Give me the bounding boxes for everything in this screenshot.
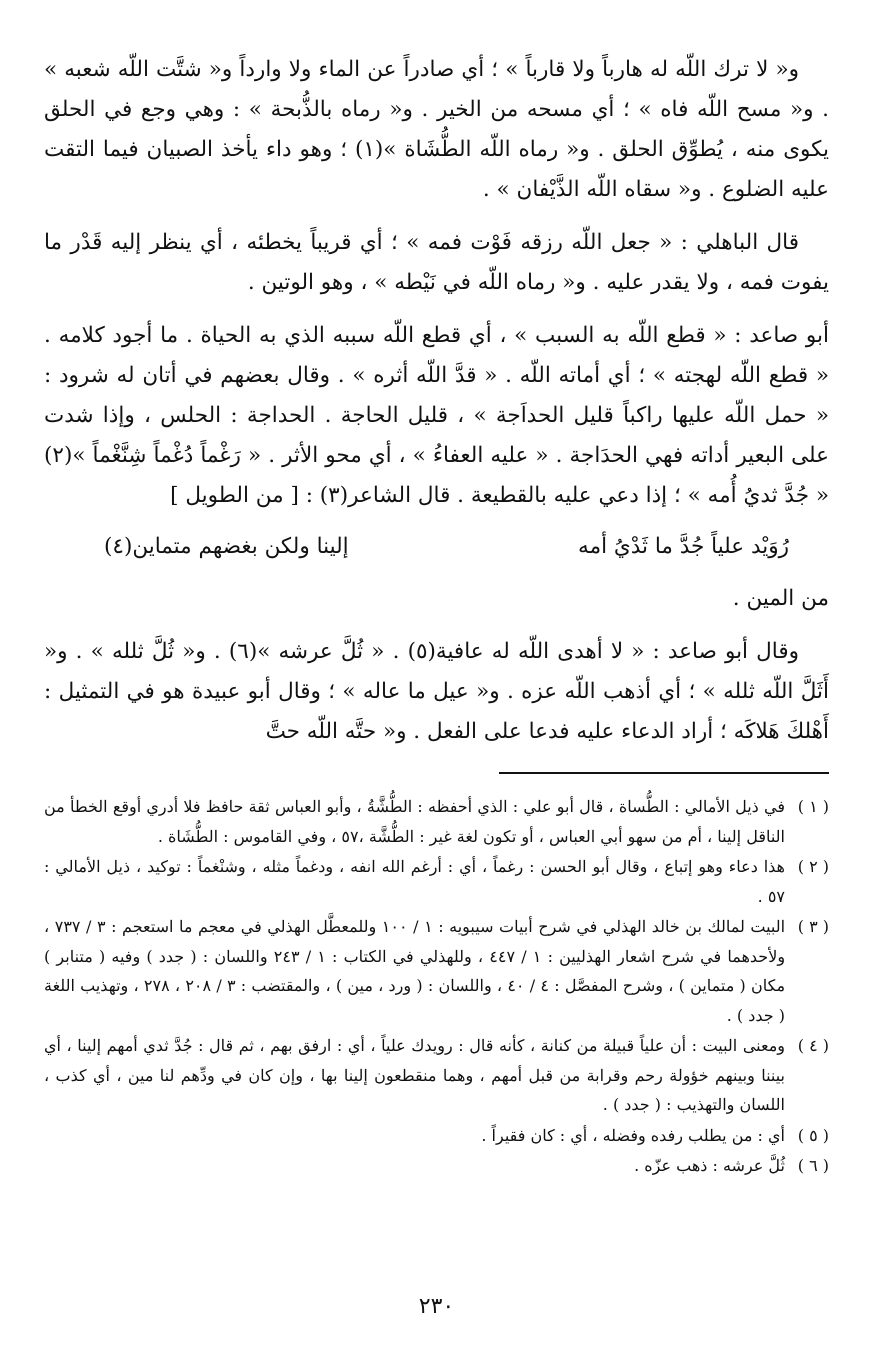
footnote <box>44 1031 829 1120</box>
footnote <box>44 792 829 851</box>
footnote-number: ( ٦ ) <box>797 1156 829 1175</box>
footnote <box>44 912 829 1030</box>
footnote-text: أي : من يطلب رفده وفضله ، أي : كان فقيراً . <box>481 1125 785 1145</box>
book-page <box>44 50 829 1182</box>
footnote-number: ( ٤ ) <box>797 1036 829 1055</box>
footnote-text: البيت لمالك بن خالد الهذلي في شرح أبيات سيبويه : ١ / ١٠٠ وللمعطَّل الهذلي في معجم ما استعجم : ٣ / ٧٣٧ ، ولأحدهما في شرح اشعار الهذليين : ١ / ٤٤٧ ، وللهذلي في الكتاب : ١ / ٢٤٣ واللسان : ( جدد ) وفيه ( متنابر ) مكان ( متماين ) ، وشرح المفصَّل : ٤ / ٤٠ ، واللسان : ( ورد ، مين ) ، والمقتضب : ٣ / ٢٠٨ ، ٢٧٨ ، وتهذيب اللغة ( جدد ) . <box>44 917 786 1025</box>
footnote-number: ( ٥ ) <box>797 1125 829 1145</box>
poetry-verse <box>44 527 829 567</box>
page-number: ٢٣٠ <box>418 1294 455 1319</box>
footnote-number: ( ٣ ) <box>797 917 829 936</box>
verse-second-hemistich: إلينا ولكن بغضهم متماين(٤) <box>104 534 349 559</box>
verse-first-hemistich: رُوَيْد علياً جُدَّ ما ثَدْيُ أمه <box>578 534 789 559</box>
footnote-text: هذا دعاء وهو إتباع ، وقال أبو الحسن : رغماً ، أي : أرغم الله انفه ، ودغماً مثله ، وشنْغماً : توكيد ، ذيل الأمالي : ٥٧ . <box>44 857 785 906</box>
paragraph: وقال أبو صاعد : « لا أهدى اللّه له عافية(٥) . « ثُلَّ عرشه »(٦) . و« ثُلَّ ثلله » . و« أَثَلَّ اللّه ثلله » ؛ أي أذهب اللّه عزه . و« عيل ما عاله » ؛ وقال أبو عبيدة هو في التمثيل : أَهْلكَ هَلاكَه ؛ أراد الدعاء عليه فدعا على الفعل . و« حتَّه اللّه حتَّ <box>44 639 829 744</box>
footnote-text: ومعنى البيت : أن علياً قبيلة من كنانة ، كأنه قال : رويدك علياً ، أي : ارفق بهم ، ثم قال : جُدَّ ثدي أمهم إلينا ، أي بيننا وبينهم خؤولة رحم وقرابة من قبل أمهم ، وهما منقطعون إلينا بها ، وإن كان في ودِّهم لنا مين ، أي كذب ، اللسان والتهذيب : ( جدد ) . <box>44 1036 786 1114</box>
footnote <box>44 1121 829 1151</box>
paragraph: قال الباهلي : « جعل اللّه رزقه فَوْت فمه » ؛ أي قريباً يخطئه ، أي ينظر إليه قَدْر ما يفوت فمه ، ولا يقدر عليه . و« رماه اللّه في نَيْطه » ، وهو الوتين . <box>44 230 829 295</box>
paragraph: و« لا ترك اللّه له هارباً ولا قارباً » ؛ أي صادراً عن الماء ولا وارداً و« شتَّت اللّه شعبه » . و« مسح اللّه فاه » ؛ أي مسحه من الخير . و« رماه بالذُّبحة » : وهي وجع في الحلق يكوى منه ، يُطوِّق الحلق . و« رماه اللّه الطُّشَاة »(١) ؛ وهو داء يأخذ الصبيان فيما التقت عليه الضلوع . و« سقاه اللّه الذَّيْفان » . <box>44 57 829 202</box>
footnote-number: ( ١ ) <box>797 797 829 816</box>
footnote <box>44 1151 829 1181</box>
footnote-text: في ذيل الأمالي : الطُّساة ، قال أبو علي : الذي أحفظه : الطُّشَّةُ ، وأبو العباس ثقة حافظ فلا أدري أوقع الخطأ من الناقل إلينا ، أم من سهو أبي العباس ، أو تكون لغة غير : الطُّشَّة ،٥٧ ، وفي القاموس : الطُّشَاة . <box>44 797 785 846</box>
footnote-separator <box>499 772 829 774</box>
paragraph: من المين . <box>732 586 829 611</box>
footnote-text: ثُلَّ عرشه : ذهب عزّه . <box>634 1156 785 1175</box>
footnote <box>44 852 829 911</box>
main-text <box>44 50 829 752</box>
paragraph: أبو صاعد : « قطع اللّه به السبب » ، أي قطع اللّه سببه الذي به الحياة . ما أجود كلامه . « قطع اللّه لهجته » ؛ أي أماته اللّه . « قدَّ اللّه أثره » . وقال بعضهم في أتان له شرود : « حمل اللّه عليها راكباً قليل الحداَجة » ، قليل الحاجة . الحداجة : الحلس ، وإذا شدت على البعير أداته فهي الحدَاجة . « عليه العفاءُ » ، أي محو الأثر . « رَغْماً دُغْماً شِنَّغْماً »(٢) « جُدَّ ثديُ أُمه » ؛ إذا دعي عليه بالقطيعة . قال الشاعر(٣) : [ من الطويل ] <box>44 323 829 508</box>
footnotes <box>44 792 829 1181</box>
footnote-number: ( ٢ ) <box>797 857 829 876</box>
